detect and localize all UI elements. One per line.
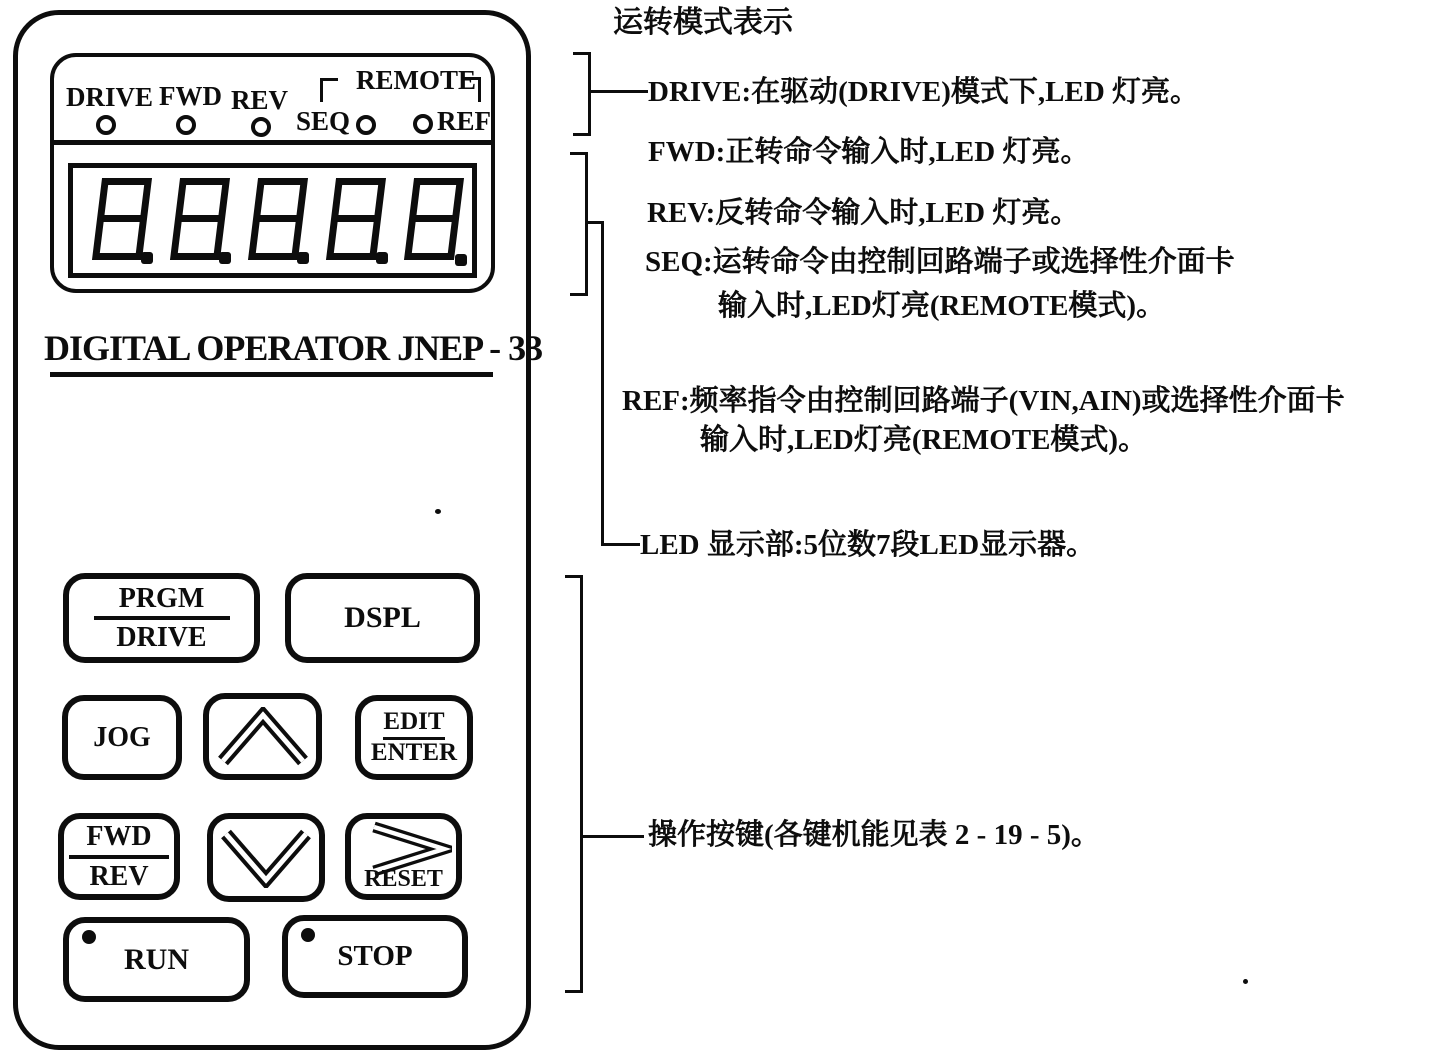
increment-button[interactable] (203, 693, 322, 780)
rev-annotation: REV:反转命令输入时,LED 灯亮。 (647, 197, 1080, 229)
display-callout-bracket (570, 152, 588, 296)
stop-led-dot-icon (301, 928, 315, 942)
jog-button[interactable] (62, 695, 182, 780)
seq-annotation-line1: SEQ:运转命令由控制回路端子或选择性介面卡 (645, 246, 1235, 278)
chevron-up-icon (215, 707, 311, 767)
decimal-point (455, 254, 467, 266)
seq-indicator-label: SEQ (296, 106, 351, 136)
ref-annotation-line1: REF:频率指令由控制回路端子(VIN,AIN)或选择性介面卡 (622, 385, 1345, 417)
ref-indicator-label: REF (437, 106, 491, 136)
keys-callout-bracket (565, 575, 583, 993)
indicator-callout-bracket (573, 52, 591, 136)
fraction-line (94, 616, 230, 620)
fwd-indicator-label: FWD (159, 81, 222, 111)
decimal-point (141, 252, 153, 264)
seven-segment-digit (92, 178, 152, 260)
chevron-down-icon (218, 828, 314, 888)
rev-indicator-label: REV (231, 85, 289, 115)
led-display-annotation: LED 显示部:5位数7段LED显示器。 (640, 529, 1096, 561)
remote-bracket-left (320, 78, 338, 102)
run-button[interactable] (63, 917, 250, 1002)
keys-callout-line (582, 835, 644, 838)
rev-label: REV (89, 860, 149, 892)
run-label: RUN (124, 942, 189, 976)
fraction-line (69, 855, 169, 859)
display-callout-line (601, 543, 640, 546)
drive-indicator-label: DRIVE (66, 82, 154, 112)
stop-button[interactable] (282, 915, 468, 998)
drive-label: DRIVE (116, 622, 207, 653)
fwd-annotation: FWD:正转命令输入时,LED 灯亮。 (648, 136, 1090, 168)
indicator-callout-line (590, 90, 648, 93)
prgm-drive-button[interactable] (63, 573, 260, 663)
device-model-title: DIGITAL OPERATOR JNEP - 33 (44, 328, 543, 368)
annotation-title: 运转模式表示 (613, 6, 793, 39)
reset-button[interactable] (345, 813, 462, 900)
decrement-button[interactable] (207, 813, 325, 902)
dspl-button[interactable] (285, 573, 480, 663)
reset-label: RESET (364, 865, 443, 892)
stop-label: STOP (337, 940, 413, 973)
keys-annotation: 操作按键(各键机能见表 2 - 19 - 5)。 (648, 819, 1100, 851)
enter-label: ENTER (370, 738, 458, 766)
title-underline (50, 372, 493, 377)
fwd-label: FWD (86, 821, 152, 853)
seven-segment-digit (170, 178, 230, 260)
decimal-point (297, 252, 309, 264)
display-callout-stem (601, 221, 604, 546)
remote-bracket-right (462, 77, 481, 102)
remote-label: REMOTE (356, 65, 477, 95)
drive-annotation: DRIVE:在驱动(DRIVE)模式下,LED 灯亮。 (648, 76, 1200, 108)
scan-speck (1243, 979, 1248, 984)
seven-segment-digit (404, 178, 464, 260)
fwd-led-icon (176, 115, 196, 135)
edit-enter-button[interactable] (355, 695, 473, 780)
rev-led-icon (251, 117, 271, 137)
jog-label: JOG (93, 721, 151, 753)
run-led-dot-icon (82, 930, 96, 944)
edit-label: EDIT (383, 709, 444, 739)
dspl-label: DSPL (344, 601, 421, 635)
drive-led-icon (96, 115, 116, 135)
decimal-point (376, 252, 388, 264)
seven-segment-digit (326, 178, 386, 260)
decimal-point (219, 252, 231, 264)
seven-segment-digit (248, 178, 308, 260)
ref-annotation-line2: 输入时,LED灯亮(REMOTE模式)。 (700, 424, 1148, 456)
panel-divider (52, 140, 493, 145)
seq-annotation-line2: 输入时,LED灯亮(REMOTE模式)。 (718, 290, 1166, 322)
seq-led-icon (356, 115, 376, 135)
scan-speck (435, 509, 441, 514)
ref-led-icon (413, 114, 433, 134)
fwd-rev-button[interactable] (58, 813, 180, 900)
prgm-label: PRGM (118, 582, 205, 614)
